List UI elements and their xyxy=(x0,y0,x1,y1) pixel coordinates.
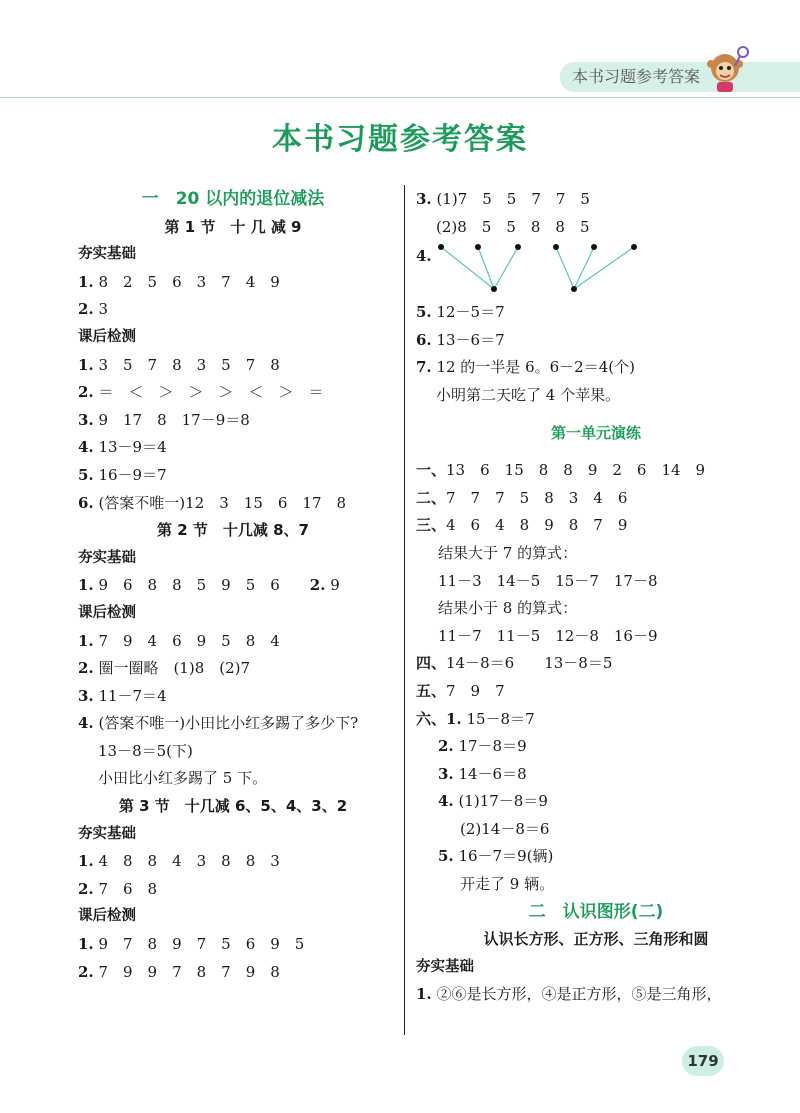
right-column xyxy=(416,186,776,1009)
answer-line: 13－8＝5(下) xyxy=(98,741,193,760)
matching-dot xyxy=(631,244,637,250)
answer-line: 2. 7 6 8 xyxy=(78,879,158,898)
answer-line: 1. ②⑥是长方形，④是正方形，⑤是三角形， xyxy=(416,985,722,1004)
answer-line: 五、7 9 7 xyxy=(416,681,505,700)
answer-line: 2. 7 9 9 7 8 7 9 8 xyxy=(78,962,280,981)
page-number: 179 xyxy=(682,1046,724,1076)
answer-line: 4. (1)17－8＝9 xyxy=(438,792,548,811)
matching-dot xyxy=(571,286,577,292)
matching-dot xyxy=(475,244,481,250)
answer-line: 2. ＝ ＜ ＞ ＞ ＞ ＜ ＞ ＝ xyxy=(78,383,324,402)
answer-line: (2)8 5 5 8 8 5 xyxy=(436,217,590,236)
answer-line: 3. 11－7＝4 xyxy=(78,686,167,705)
unit1-title: 一 20 以内的退位减法 xyxy=(141,189,325,209)
answer-line: 1. 4 8 8 4 3 8 8 3 xyxy=(78,852,280,871)
answer-line: 7. 12 的一半是 6。6－2＝4(个) xyxy=(416,358,635,377)
cartoon-monkey-icon xyxy=(705,44,751,94)
answer-line: 11－7 11－5 12－8 16－9 xyxy=(438,626,658,645)
answer-line: 小明第二天吃了 4 个苹果。 xyxy=(436,385,621,404)
answer-line: (2)14－8＝6 xyxy=(460,819,550,838)
answer-line: 结果小于 8 的算式： xyxy=(438,599,578,618)
sec1-b-head: 课后检测 xyxy=(78,328,136,345)
matching-diagram xyxy=(416,241,776,299)
matching-dot xyxy=(553,244,559,250)
answer-line: 4. (答案不唯一)小田比小红多踢了多少下? xyxy=(78,714,359,733)
running-title: 本书习题参考答案 xyxy=(572,67,701,86)
answer-line: 1. 3 5 7 8 3 5 7 8 xyxy=(78,355,280,374)
sec2-title: 第 2 节 十几减 8、7 xyxy=(157,521,309,540)
sec3-title: 第 3 节 十几减 6、5、4、3、2 xyxy=(118,797,348,816)
header-rule xyxy=(0,97,800,98)
answer-line: 5. 12－5＝7 xyxy=(416,303,505,322)
answer-line: 1. 9 7 8 9 7 5 6 9 5 xyxy=(78,935,305,954)
answer-line: 11－3 14－5 15－7 17－8 xyxy=(438,571,658,590)
answer-line: 1. 8 2 5 6 3 7 4 9 xyxy=(78,272,280,291)
answer-line: 结果大于 7 的算式： xyxy=(438,543,578,562)
answer-line: 5. 16－9＝7 xyxy=(78,465,167,484)
answer-line: 6. 13－6＝7 xyxy=(416,330,505,349)
left-column xyxy=(78,186,388,986)
sec1-title: 第 1 节 十 几 减 9 xyxy=(164,217,302,236)
answer-line: 3. 9 17 8 17－9＝8 xyxy=(78,410,250,429)
answer-line: 开走了 9 辆。 xyxy=(460,875,555,894)
matching-dot xyxy=(491,286,497,292)
matching-dot xyxy=(515,244,521,250)
answer-line: 3. (1)7 5 5 7 7 5 xyxy=(416,190,590,208)
answer-line: 4. 13－9＝4 xyxy=(78,438,167,457)
answer-line: 六、1. 15－8＝7 xyxy=(416,709,535,728)
answer-line: 一、13 6 15 8 8 9 2 6 14 9 xyxy=(416,461,706,480)
review-title: 第一单元演练 xyxy=(550,423,641,442)
column-divider xyxy=(404,185,405,1035)
answer-line: 3. 14－6＝8 xyxy=(438,764,527,783)
sec2-b-head: 课后检测 xyxy=(78,604,136,621)
unit2-title: 二 认识图形(二) xyxy=(528,901,664,922)
sec3-b-head: 课后检测 xyxy=(78,908,136,925)
answer-line: 2. 17－8＝9 xyxy=(438,737,527,756)
answer-line: 小田比小红多踢了 5 下。 xyxy=(98,769,268,788)
q4-number: 4. xyxy=(416,247,432,266)
matching-dot xyxy=(591,244,597,250)
answer-line: 5. 16－7＝9(辆) xyxy=(438,847,554,866)
answer-line: 三、4 6 4 8 9 8 7 9 xyxy=(416,516,628,535)
unit2-head: 夯实基础 xyxy=(416,958,474,975)
answer-line: 二、7 7 7 5 8 3 4 6 xyxy=(416,488,628,507)
answer-line: 1. 7 9 4 6 9 5 8 4 xyxy=(78,631,280,650)
answer-line: 6. (答案不唯一)12 3 15 6 17 8 xyxy=(78,493,347,512)
answer-line: 1. 9 6 8 8 5 9 5 6 2. 9 xyxy=(78,576,340,595)
sec2-a-head: 夯实基础 xyxy=(78,549,136,566)
page-title: 本书习题参考答案 xyxy=(272,122,528,157)
answer-line: 2. 3 xyxy=(78,300,108,319)
sec3-a-head: 夯实基础 xyxy=(78,825,136,842)
answer-line: 四、14－8＝6 13－8＝5 xyxy=(416,654,613,673)
matching-dot xyxy=(438,244,444,250)
unit2-subtitle: 认识长方形、正方形、三角形和圆 xyxy=(483,930,709,949)
sec1-a-head: 夯实基础 xyxy=(78,246,136,263)
answer-line: 2. 圈一圈略 (1)8 (2)7 xyxy=(78,659,251,678)
